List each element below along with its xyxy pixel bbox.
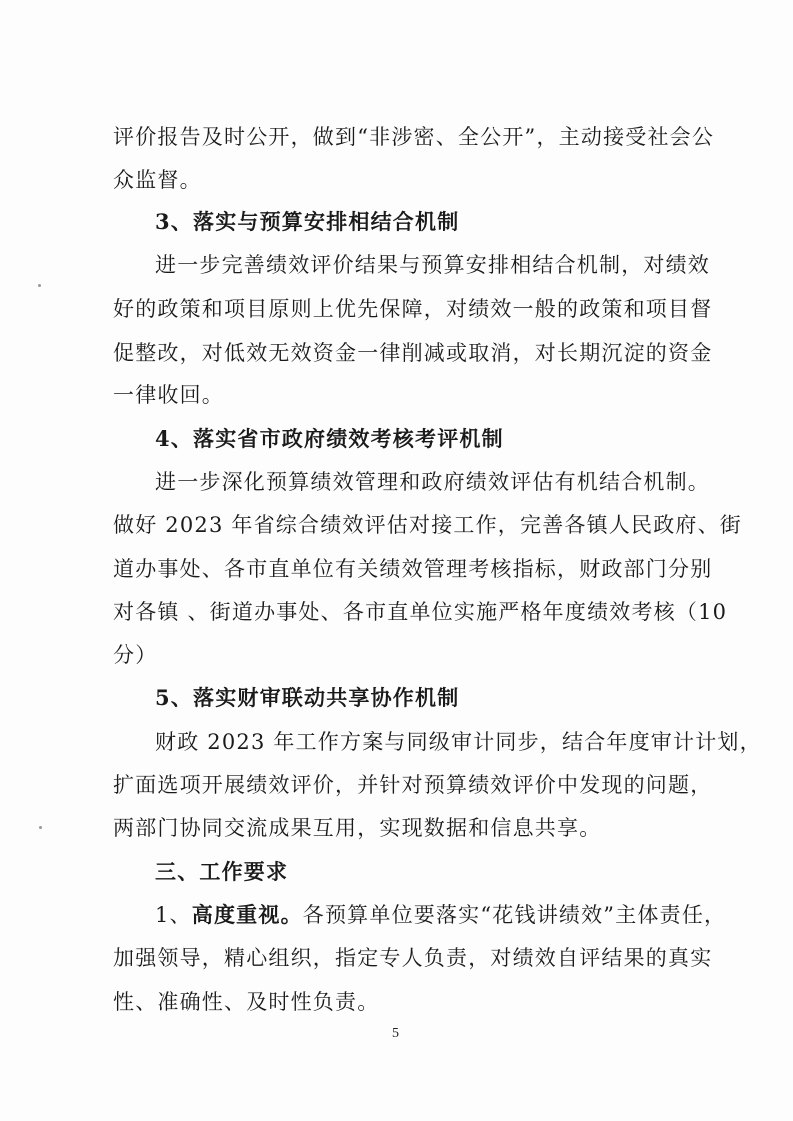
chapter-heading: 三、工作要求	[155, 859, 289, 884]
paragraph-line: 扩面选项开展绩效评价，并针对预算绩效评价中发现的问题，	[113, 773, 713, 797]
paragraph-line: 分）	[113, 643, 158, 667]
paragraph-line: 进一步完善绩效评价结果与预算安排相结合机制，对绩效	[155, 253, 710, 277]
paragraph-line: 做好 2023 年省综合绩效评估对接工作，完善各镇人民政府、街	[113, 513, 742, 537]
page-number: 5	[392, 1026, 399, 1041]
paragraph-line: 道办事处、各市直单位有关绩效管理考核指标，财政部门分别	[113, 557, 713, 581]
item-text: 各预算单位要落实“花钱讲绩效”主体责任，	[302, 903, 727, 927]
paragraph-line	[155, 901, 726, 929]
paragraph-line: 对各镇 、街道办事处、各市直单位实施严格年度绩效考核（10	[113, 600, 728, 624]
paragraph-line: 一律收回。	[113, 383, 224, 407]
paragraph-line: 两部门协同交流成果互用，实现数据和信息共享。	[113, 816, 602, 840]
paragraph-line: 进一步深化预算绩效管理和政府绩效评估有机结合机制。	[155, 470, 710, 494]
section-heading: 3、落实与预算安排相结合机制	[155, 209, 460, 234]
item-title: 高度重视。	[191, 902, 303, 927]
paragraph-line: 财政 2023 年工作方案与同级审计同步，结合年度审计计划，	[155, 730, 762, 754]
paragraph-line: 促整改，对低效无效资金一律削减或取消，对长期沉淀的资金	[113, 341, 713, 365]
section-heading: 4、落实省市政府绩效考核考评机制	[155, 426, 504, 451]
item-number: 1、	[155, 903, 192, 927]
scan-speck	[39, 826, 42, 829]
paragraph-line: 众监督。	[113, 168, 202, 192]
paragraph-line: 评价报告及时公开，做到“非涉密、全公开”，主动接受社会公	[113, 125, 715, 149]
scan-speck	[38, 284, 41, 287]
section-heading: 5、落实财审联动共享协作机制	[155, 685, 460, 710]
paragraph-line: 性、准确性、及时性负责。	[113, 990, 380, 1014]
paragraph-line: 好的政策和项目原则上优先保障，对绩效一般的政策和项目督	[113, 297, 713, 321]
paragraph-line: 加强领导，精心组织，指定专人负责，对绩效自评结果的真实	[113, 946, 713, 970]
